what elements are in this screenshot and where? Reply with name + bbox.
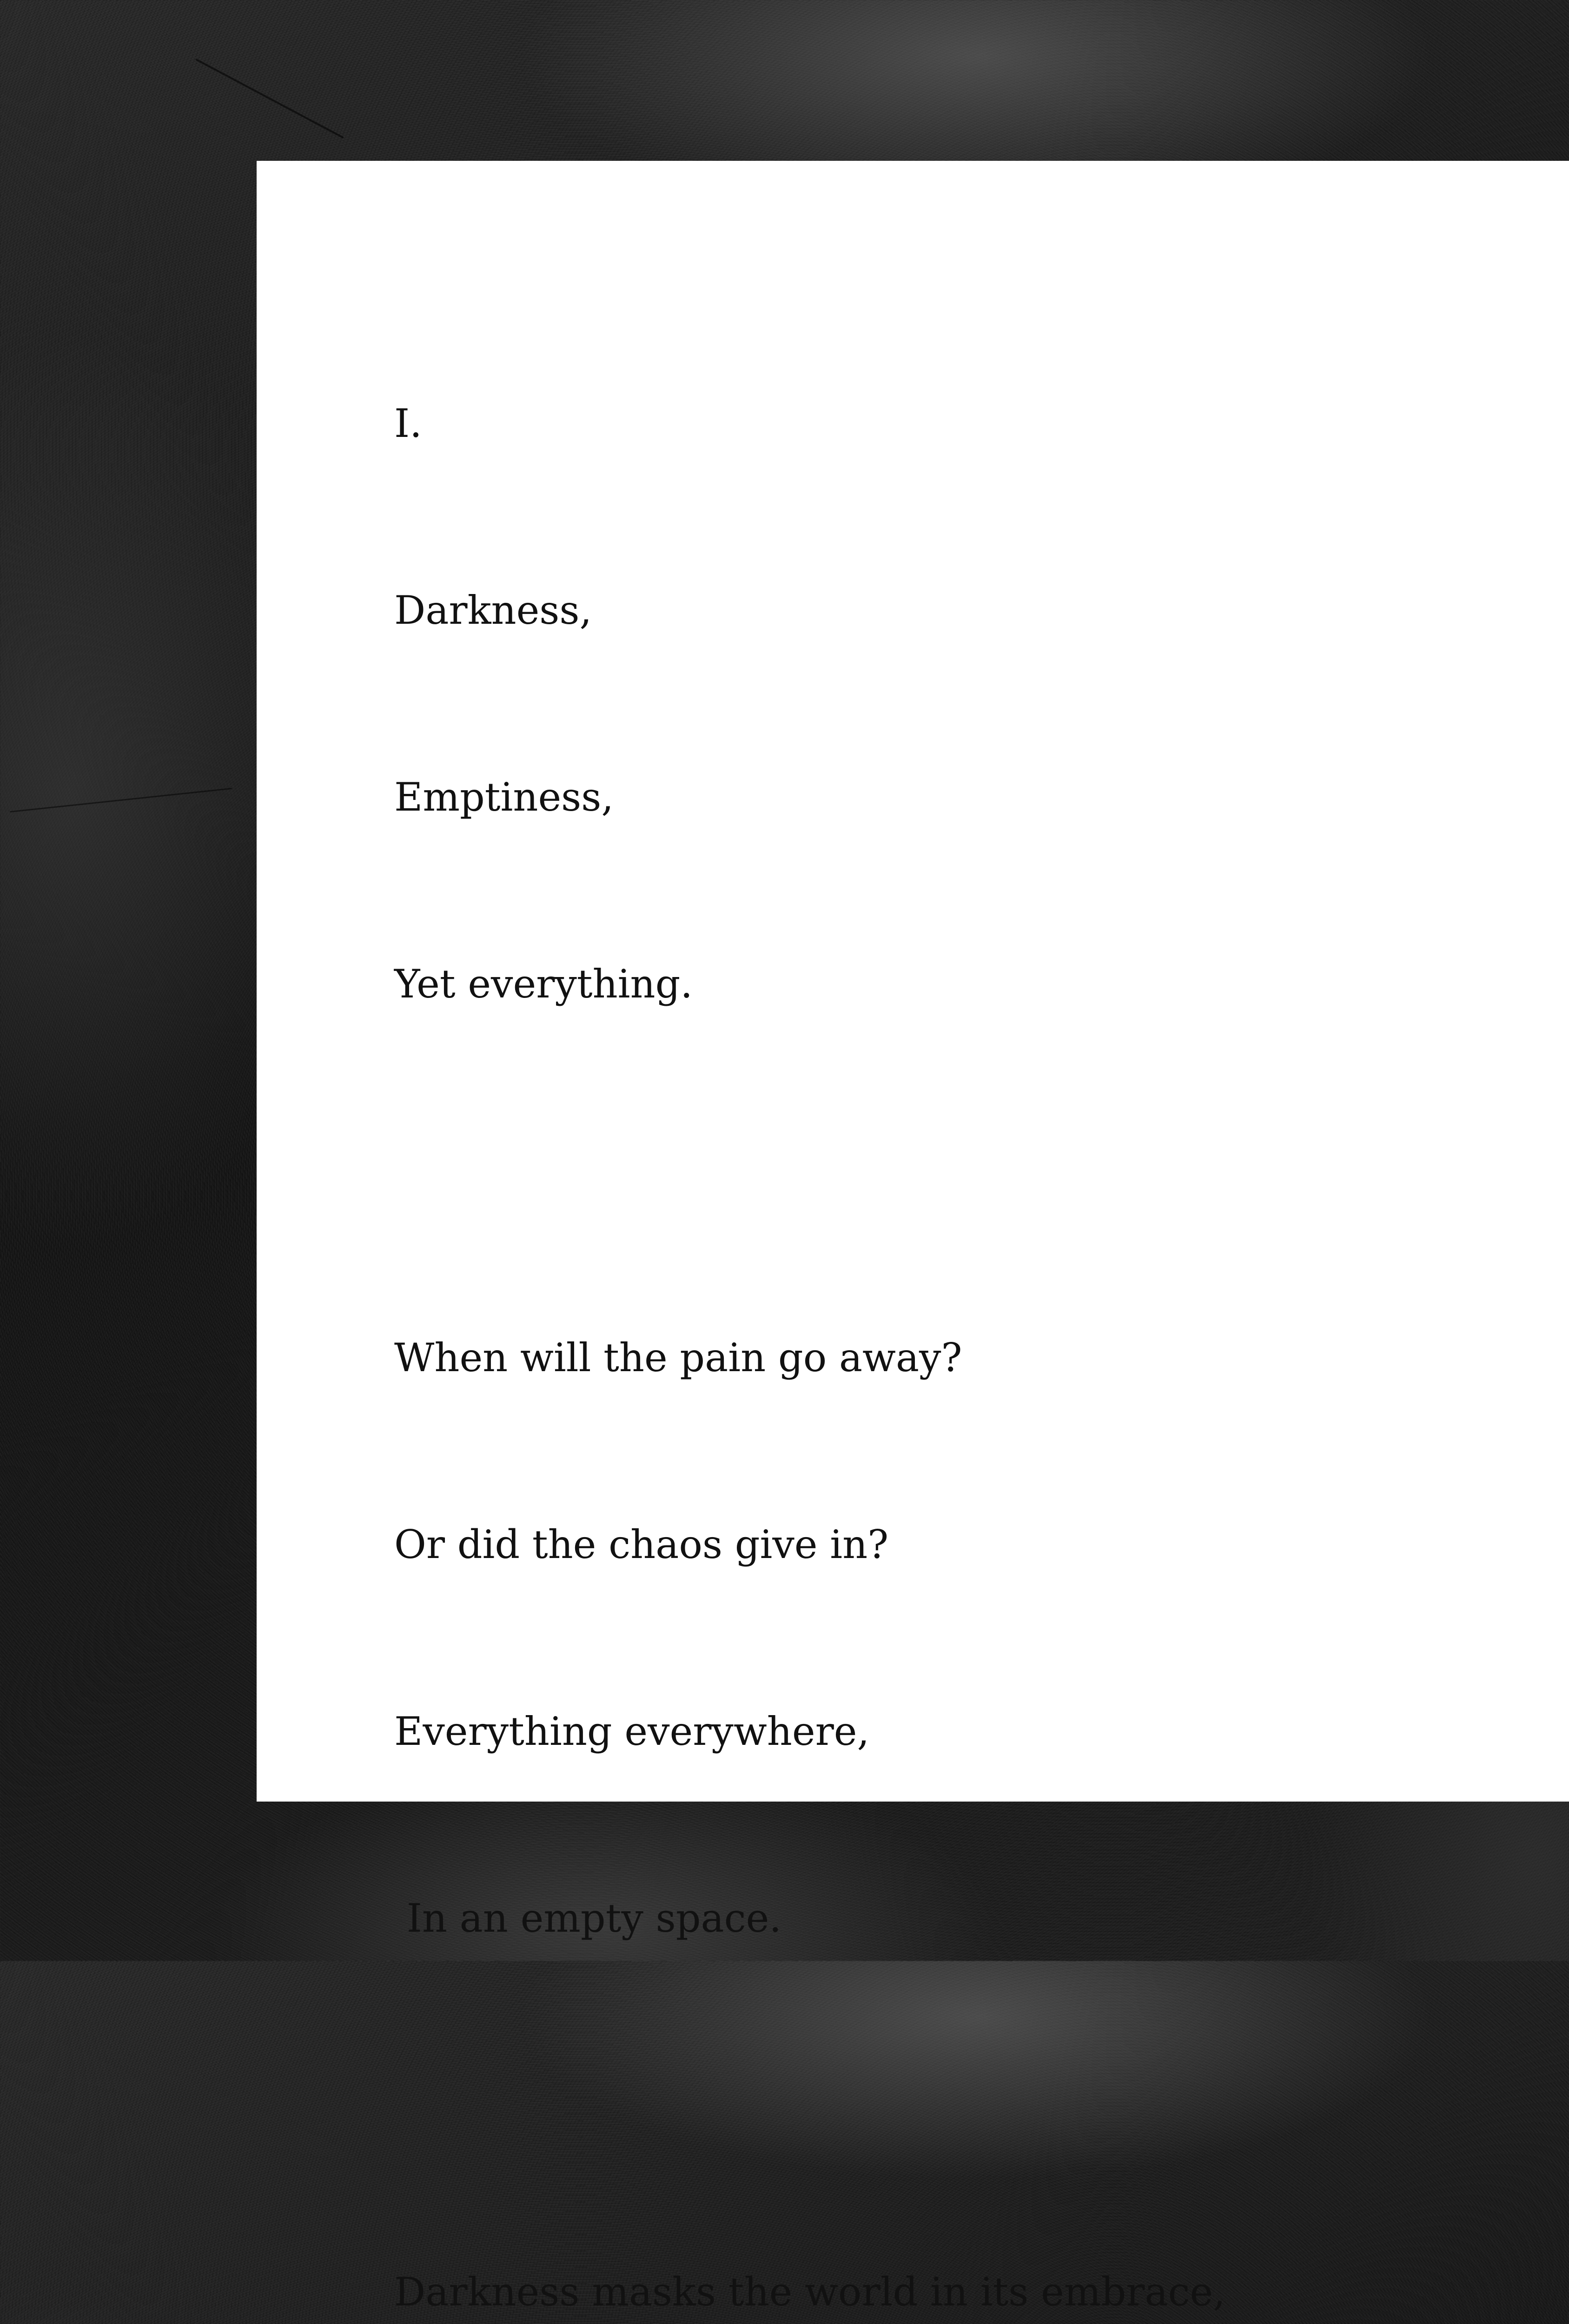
stanza-gap — [394, 1140, 1225, 1202]
paper-sheet — [257, 161, 1569, 2315]
poem-line: Darkness, — [394, 588, 592, 633]
poem-line: In an empty space. — [394, 1895, 782, 1941]
stanza-gap — [394, 2074, 1225, 2136]
poem-line: Emptiness, — [394, 774, 614, 820]
poem-line: When will the pain go away? — [394, 1335, 962, 1380]
poem-text — [394, 268, 1225, 2324]
poem-line: Everything everywhere, — [394, 1709, 870, 1754]
poem-line: Yet everything. — [394, 961, 693, 1007]
poem-line: Or did the chaos give in? — [394, 1522, 889, 1567]
background-texture-crack — [195, 59, 344, 139]
poem-line: I. — [394, 401, 422, 446]
poem-line: Darkness masks the world in its embrace, — [394, 2269, 1225, 2315]
background-texture-crack — [10, 788, 232, 812]
